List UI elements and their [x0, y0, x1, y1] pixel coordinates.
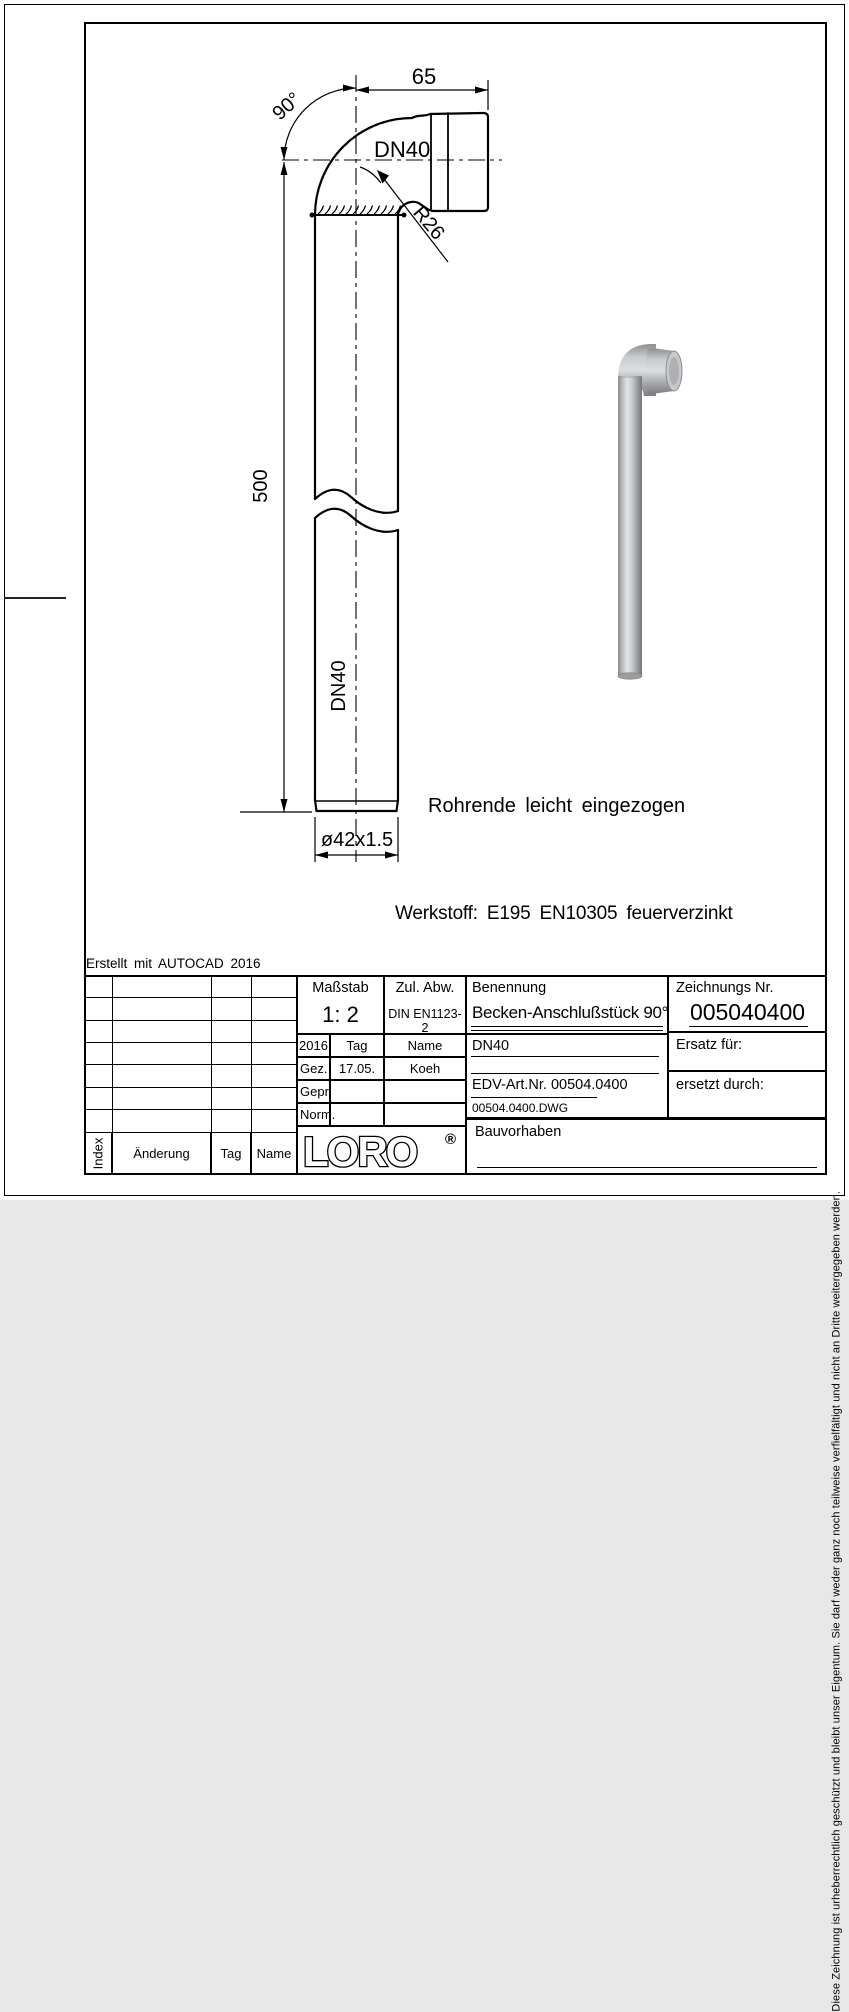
norm-name-cell	[384, 1103, 466, 1126]
revision-row-line	[84, 997, 297, 998]
norm-date-cell	[330, 1103, 384, 1126]
pipe-end-note: Rohrende leicht eingezogen	[428, 795, 686, 817]
revision-header-index	[84, 1132, 112, 1175]
masstab-label: Maßstab	[312, 980, 369, 996]
titleblock-benennung	[466, 975, 668, 1034]
dim-65-text: 65	[411, 64, 437, 89]
dn-underline	[471, 1056, 659, 1057]
revision-row-line	[84, 1109, 297, 1110]
revision-row-line	[84, 1064, 297, 1065]
titleblock-ersatz	[668, 1032, 827, 1071]
titleblock-zeichnungs-nr	[668, 975, 827, 1032]
material-note: Werkstoff: E195 EN10305 feuerverzinkt	[395, 903, 733, 924]
titleblock-masstab	[297, 975, 384, 1034]
year-cell: 2016	[297, 1034, 330, 1057]
benennung-underline	[471, 1030, 663, 1031]
dwg-value: 00504.0400.DWG	[472, 1101, 569, 1115]
zul-abw-value: DIN EN1123-2	[388, 1007, 462, 1035]
loro-logo-text: LORO	[303, 1127, 417, 1175]
loro-logo	[299, 1128, 464, 1174]
ersatz-label: Ersatz für:	[676, 1037, 743, 1053]
revision-row-line	[84, 1042, 297, 1043]
zul-abw-label: Zul. Abw.	[395, 980, 455, 996]
index-label: Index	[90, 1137, 106, 1170]
benennung-underline	[471, 1026, 663, 1027]
revision-row-line	[84, 1087, 297, 1088]
revision-header-tag: Tag	[211, 1132, 251, 1175]
dim-r26-text: R26	[408, 202, 449, 245]
dim-90-text: 90°	[268, 88, 306, 125]
ersetzt-label: ersetzt durch:	[676, 1077, 764, 1093]
edv-underline	[471, 1097, 597, 1098]
benennung-value: Becken-Anschlußstück 90°	[472, 1003, 669, 1022]
masstab-value: 1: 2	[322, 1002, 359, 1027]
zeichnungs-nr-label: Zeichnungs Nr.	[676, 980, 774, 996]
dim-500-text: 500	[250, 469, 272, 503]
titleblock-dn-edv	[466, 1034, 668, 1118]
revision-header-name: Name	[251, 1132, 297, 1175]
zeichnungs-nr-value: 005040400	[689, 999, 806, 1025]
created-with-note: Erstellt mit AUTOCAD 2016	[86, 956, 261, 971]
gepr-label-cell: Gepr.	[297, 1080, 330, 1103]
fold-mark	[4, 597, 66, 599]
titleblock-bauvorhaben	[466, 1118, 827, 1175]
bauvorhaben-label: Bauvorhaben	[475, 1124, 562, 1140]
gepr-name-cell	[384, 1080, 466, 1103]
benennung-label: Benennung	[472, 980, 547, 996]
bauvorhaben-fill-line	[477, 1167, 817, 1168]
titleblock-ersetzt	[668, 1071, 827, 1118]
zeichnungs-nr-underline	[689, 1026, 808, 1027]
registered-mark: ®	[445, 1130, 457, 1148]
outlet-dn40-label: DN40	[374, 137, 431, 162]
revision-row-line	[84, 1020, 297, 1021]
name-header-cell: Name	[384, 1034, 466, 1057]
edv-value: EDV-Art.Nr. 00504.0400	[472, 1077, 628, 1093]
titleblock-zul-abw	[384, 975, 466, 1034]
gez-date-cell: 17.05.	[330, 1057, 384, 1080]
copyright-note: Diese Zeichnung ist urheberrechtlich geschützt und bleibt unser Eigentum. Sie darf weder ganz noch teilweise verfielfältigt und nicht an Dritte weitergegeben werden.	[831, 1191, 843, 2012]
gepr-date-cell	[330, 1080, 384, 1103]
norm-label-cell: Norm.	[297, 1103, 330, 1126]
gez-name-cell: Koeh	[384, 1057, 466, 1080]
dn-value: DN40	[472, 1038, 510, 1054]
logo-box	[297, 1126, 466, 1175]
dim-diameter-text: ø42x1.5	[320, 829, 394, 851]
revision-header-aenderung: Änderung	[112, 1132, 211, 1175]
fill-line	[471, 1073, 659, 1074]
pipe-dn40-label: DN40	[328, 660, 350, 712]
gez-label-cell: Gez.	[297, 1057, 330, 1080]
tag-header-cell: Tag	[330, 1034, 384, 1057]
